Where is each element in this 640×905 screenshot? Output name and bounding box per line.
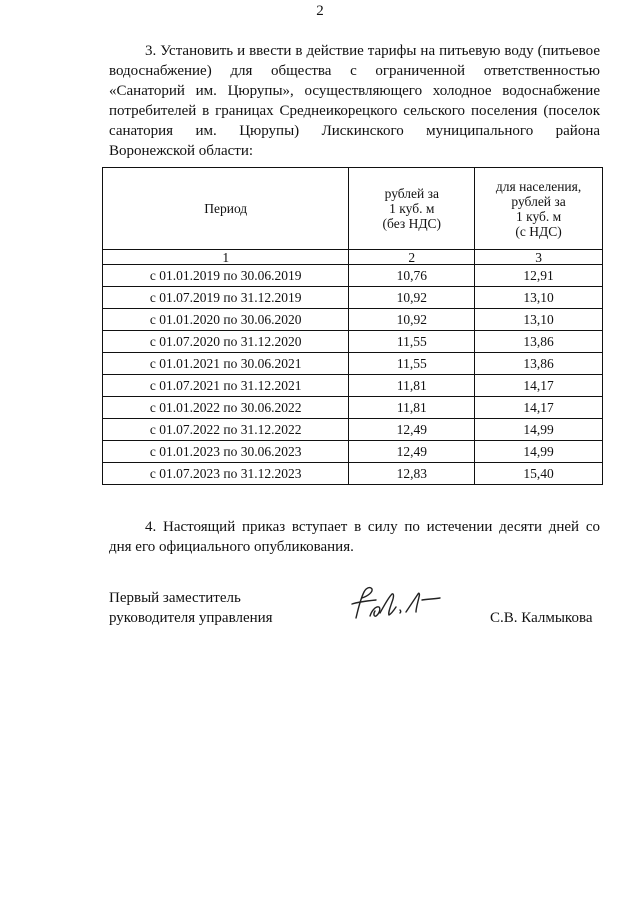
price-population-cell: 13,10: [475, 287, 603, 309]
period-cell: с 01.07.2022 по 31.12.2022: [103, 419, 349, 441]
price-no-vat-cell: 12,49: [349, 419, 475, 441]
table-row: [103, 309, 603, 331]
page-number: 2: [316, 3, 324, 19]
header-line: 1 куб. м: [515, 208, 562, 224]
price-population-cell: 14,99: [475, 419, 603, 441]
header-price-population: [475, 168, 603, 250]
paragraph-3-line: 3. Установить и ввести в действие тарифы на питьевую воду (питьевое: [145, 43, 600, 59]
header-period: Период: [103, 168, 349, 250]
price-no-vat-cell: 11,81: [349, 375, 475, 397]
period-cell: с 01.01.2020 по 30.06.2020: [103, 309, 349, 331]
price-no-vat-cell: 12,83: [349, 463, 475, 485]
period-cell: с 01.01.2023 по 30.06.2023: [103, 441, 349, 463]
price-no-vat-cell: 11,55: [349, 353, 475, 375]
handwritten-signature: [348, 580, 444, 626]
price-population-cell: 14,99: [475, 441, 603, 463]
table-row: [103, 441, 603, 463]
price-no-vat-cell: 11,55: [349, 331, 475, 353]
paragraph-4-line: дня его официального опубликования.: [109, 539, 354, 555]
period-cell: с 01.07.2023 по 31.12.2023: [103, 463, 349, 485]
price-no-vat-cell: 10,92: [349, 287, 475, 309]
period-cell: с 01.07.2021 по 31.12.2021: [103, 375, 349, 397]
price-population-cell: 13,86: [475, 331, 603, 353]
price-no-vat-cell: 12,49: [349, 441, 475, 463]
price-population-cell: 13,10: [475, 309, 603, 331]
price-no-vat-cell: 10,76: [349, 265, 475, 287]
price-population-cell: 14,17: [475, 375, 603, 397]
paragraph-3-line: водоснабжение) для общества с ограниченной ответственностью: [109, 63, 600, 79]
header-line: рублей за: [384, 186, 439, 201]
header-line: для населения,: [495, 178, 582, 194]
column-number: 3: [475, 250, 603, 265]
table-row: [103, 463, 603, 485]
signatory-name: С.В. Калмыкова: [490, 610, 593, 626]
table-row: [103, 419, 603, 441]
period-cell: с 01.01.2019 по 30.06.2019: [103, 265, 349, 287]
paragraph-3-line: Воронежской области:: [109, 143, 254, 159]
table-row: [103, 287, 603, 309]
signatory-title-line: Первый заместитель: [109, 590, 241, 606]
column-number: 1: [103, 250, 349, 265]
paragraph-3-line: «Санаторий им. Цюрупы», осуществляющего холодное водоснабжение: [109, 83, 600, 99]
price-population-cell: 13,86: [475, 353, 603, 375]
table-row: [103, 331, 603, 353]
header-line: (с НДС): [515, 223, 562, 239]
price-population-cell: 12,91: [475, 265, 603, 287]
paragraph-4: [109, 517, 600, 557]
header-line: рублей за: [511, 193, 566, 209]
header-price-no-vat: [349, 168, 475, 250]
column-number: 2: [349, 250, 475, 265]
table-row: [103, 265, 603, 287]
period-cell: с 01.07.2020 по 31.12.2020: [103, 331, 349, 353]
signatory-title: [109, 588, 273, 628]
price-no-vat-cell: 11,81: [349, 397, 475, 419]
period-cell: с 01.01.2022 по 30.06.2022: [103, 397, 349, 419]
table-row: [103, 375, 603, 397]
signatory-title-line: руководителя управления: [109, 610, 273, 626]
price-no-vat-cell: 10,92: [349, 309, 475, 331]
table-row: [103, 353, 603, 375]
paragraph-3: [109, 41, 600, 161]
paragraph-3-line: потребителей в границах Среднеикорецкого сельского поселения (поселок: [109, 103, 600, 119]
header-line: 1 куб. м: [389, 201, 435, 216]
period-cell: с 01.01.2021 по 30.06.2021: [103, 353, 349, 375]
tariff-table: [102, 167, 603, 485]
header-line: (без НДС): [382, 216, 442, 231]
table-header-row: [103, 168, 603, 250]
paragraph-3-line: санатория им. Цюрупы) Лискинского муниципального района: [109, 123, 600, 139]
price-population-cell: 14,17: [475, 397, 603, 419]
table-row: [103, 397, 603, 419]
paragraph-4-line: 4. Настоящий приказ вступает в силу по истечении десяти дней со: [145, 519, 600, 535]
price-population-cell: 15,40: [475, 463, 603, 485]
column-number-row: [103, 250, 603, 265]
period-cell: с 01.07.2019 по 31.12.2019: [103, 287, 349, 309]
